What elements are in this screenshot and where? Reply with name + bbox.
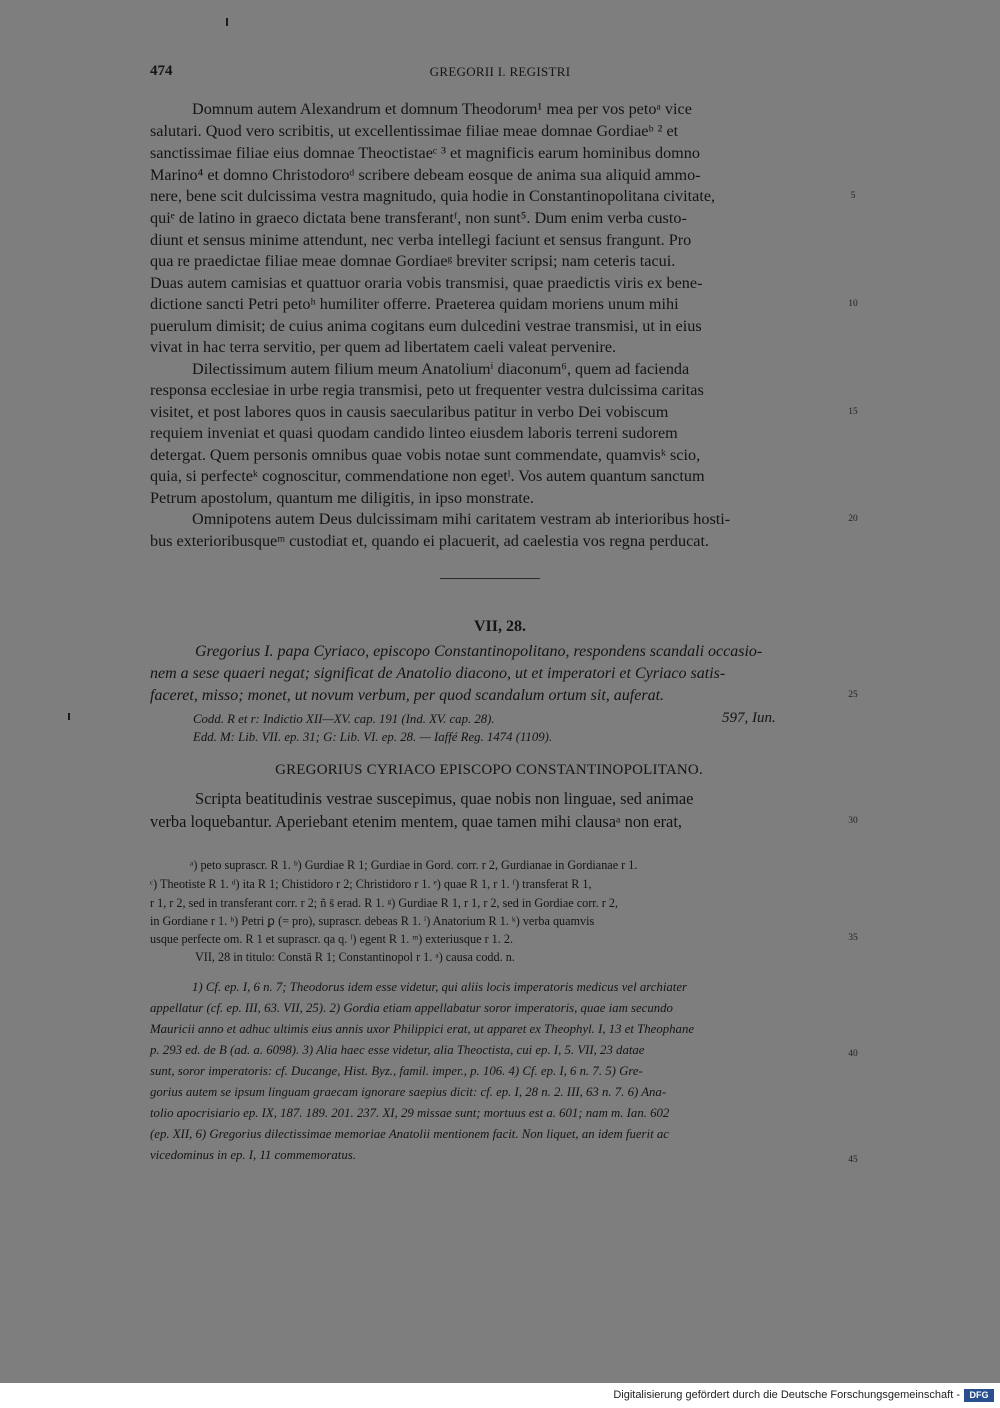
body-line: diunt et sensus minime attendunt, nec verba intellegi faciunt et sensus frangunt. Pro (150, 231, 692, 249)
note-line: sunt, soror imperatoris: cf. Ducange, Hist. Byz., famil. imper., p. 106. 4) Cf. ep. I, 6 n. 7. 5) Gre- (150, 1064, 643, 1078)
line-number: 30 (848, 816, 858, 826)
letter-date: 597, Iun. (722, 710, 776, 726)
body-line: Domnum autem Alexandrum et domnum Theodorum¹ mea per vos petoᵃ vice (192, 100, 692, 118)
running-title: GREGORII I. REGISTRI (429, 64, 571, 79)
line-number: 45 (848, 1155, 858, 1165)
body-line: bus exterioribusqueᵐ custodiat et, quando ei placuerit, ad caelestia vos regna perducat. (150, 532, 709, 550)
body-line: Petrum apostolum, quantum me diligitis, in ipso monstrate. (150, 489, 534, 507)
summary-line: Gregorius I. papa Cyriaco, episcopo Constantinopolitano, respondens scandali occasio- (195, 643, 763, 660)
note-line: p. 293 ed. de B (ad. a. 6098). 3) Alia haec esse videtur, alia Theoctista, cui ep. I, 5. VII, 23 datae (150, 1043, 645, 1057)
summary-line: faceret, misso; monet, ut novum verbum, per quod scandalum ortum sit, auferat. (150, 687, 665, 704)
body-line: requiem inveniat et quasi quodam candido linteo eiusdem laboris terreni sudorem (150, 424, 678, 442)
body-line: qua re praedictae filiae meae domnae Gordiaeᵍ breviter scripsi; nam ceteris tacui. (150, 252, 676, 270)
body-line: Duas autem camisias et quattuor oraria vobis transmisi, quae praedictis viris ex bene- (150, 274, 703, 292)
apparatus-line: ᶜ) Theotiste R 1. ᵈ) ita R 1; Chistidoro r 2; Christidoro r 1. ᵉ) quae R 1, r 1. ᶠ) transferat R 1, (150, 877, 592, 891)
body-line: sanctissimae filiae eius domnae Theoctistaeᶜ ³ et magnificis earum hominibus domno (150, 144, 700, 162)
codices-line: Codd. R et r: Indictio XII—XV. cap. 191 (Ind. XV. cap. 28). (193, 712, 495, 726)
body-line: quiᵉ de latino in graeco dictata bene transferantᶠ, non sunt⁵. Dum enim verba custo- (150, 209, 687, 227)
editions-line: Edd. M: Lib. VII. ep. 31; G: Lib. VI. ep. 28. — Iaffé Reg. 1474 (1109). (193, 730, 553, 744)
line-number: 20 (848, 514, 858, 524)
dfg-logo: DFG (964, 1389, 994, 1402)
body-line: Dilectissimum autem filium meum Anatoliumⁱ diaconum⁶, quem ad facienda (192, 360, 690, 378)
summary-line: nem a sese quaeri negat; significat de Anatolio diacono, ut et imperatori et Cyriaco satis- (150, 665, 726, 682)
line-number: 35 (848, 933, 858, 943)
note-line: Mauricii anno et adhuc ultimis eius annis uxor Philippici erat, ut apparet ex Theophyl. I, 13 et Theophane (150, 1022, 695, 1036)
apparatus-line: r 1, r 2, sed in transferant corr. r 2; ñ s̄ erad. R 1. ᵍ) Gurdiae R 1, r 1, r 2, sed in Gordiae corr. r 2, (150, 896, 619, 910)
note-line: vicedominus in ep. I, 11 commemoratus. (150, 1148, 356, 1162)
note-line: 1) Cf. ep. I, 6 n. 7; Theodorus idem esse videtur, qui aliis locis imperatoris medicus vel archiater (192, 980, 687, 994)
letter-line: verba loquebantur. Aperiebant etenim mentem, quae tamen mihi clausaᵃ non erat, (150, 812, 682, 831)
body-line: visitet, et post labores quos in causis saecularibus patitur in verbo Dei vobiscum (150, 403, 669, 421)
body-line: quia, si perfecteᵏ cognoscitur, commendatione non egetˡ. Vos autem quantum sanctum (150, 467, 705, 485)
scan-mark (226, 18, 228, 26)
letter-address: GREGORIUS CYRIACO EPISCOPO CONSTANTINOPOLITANO. (275, 762, 703, 778)
note-line: (ep. XII, 6) Gregorius dilectissimae memoriae Anatolii mentionem facit. Non liquet, an idem fuerit ac (150, 1127, 669, 1141)
body-line: Omnipotens autem Deus dulcissimam mihi caritatem vestram ab interioribus hosti- (192, 510, 731, 528)
line-number: 10 (848, 299, 858, 309)
line-number: 25 (848, 690, 858, 700)
note-line: gorius autem se ipsum linguam graecam ignorare saepius dicit: cf. ep. I, 28 n. 2. III, 63 n. 7. 6) Ana- (150, 1085, 667, 1099)
note-line: tolio apocrisiario ep. IX, 187. 189. 201. 237. XI, 29 missae sunt; mortuus est a. 601; nam m. Ian. 602 (150, 1106, 670, 1120)
body-line: vivat in hac terra servitio, per quem ad libertatem caeli valeat pervenire. (150, 338, 617, 356)
line-number: 15 (848, 407, 858, 417)
body-line: puerulum dimisit; de cuius anima cogitans eum dulcedini vestrae transmisi, ut in eius (150, 317, 702, 335)
letter-line: Scripta beatitudinis vestrae suscepimus, quae nobis non linguae, sed animae (195, 789, 694, 808)
apparatus-line: usque perfecte om. R 1 et suprascr. qa q. ˡ) egent R 1. ᵐ) exteriusque r 1. 2. (150, 932, 514, 946)
scan-mark (68, 713, 70, 720)
apparatus-line: VII, 28 in titulo: Constā R 1; Constantinopol r 1. ᵃ) causa codd. n. (195, 950, 515, 964)
line-number: 40 (848, 1049, 858, 1059)
body-line: responsa ecclesiae in urbe regia transmisi, peto ut frequenter vestra dulcissima caritas (150, 381, 704, 399)
body-line: detergat. Quem personis omnibus quae vobis notae sunt commendate, quamvisᵏ scio, (150, 446, 701, 464)
body-line: dictione sancti Petri petoʰ humiliter offerre. Praeterea quidam moriens unum mihi (150, 295, 679, 313)
body-line: salutari. Quod vero scribitis, ut excellentissimae filiae meae domnae Gordiaeᵇ ² et (150, 122, 679, 140)
section-divider (440, 578, 540, 579)
line-number: 5 (850, 191, 856, 201)
note-line: appellatur (cf. ep. III, 63. VII, 25). 2) Gordia etiam appellabatur soror imperatoris, quae iam secundo (150, 1001, 673, 1015)
footer-bar (0, 1383, 1000, 1408)
page-number: 474 (150, 63, 173, 79)
apparatus-line: in Gordiane r 1. ʰ) Petri ꝑ (= pro), suprascr. debeas R 1. ⁱ) Anatorium R 1. ᵏ) verba quamvis (150, 914, 595, 928)
apparatus-line: ᵃ) peto suprascr. R 1. ᵇ) Gurdiae R 1; Gurdiae in Gord. corr. r 2, Gurdianae in Gordianae r 1. (190, 858, 638, 872)
letter-number: VII, 28. (473, 618, 526, 635)
body-line: nere, bene scit dulcissima vestra magnitudo, quia hodie in Constantinopolitana civitate, (150, 187, 716, 205)
body-line: Marino⁴ et domno Christodoroᵈ scribere debeam eosque de anima sua aliquid ammo- (150, 166, 701, 184)
footer-credit: Digitalisierung gefördert durch die Deutsche Forschungsgemeinschaft - (613, 1389, 960, 1401)
